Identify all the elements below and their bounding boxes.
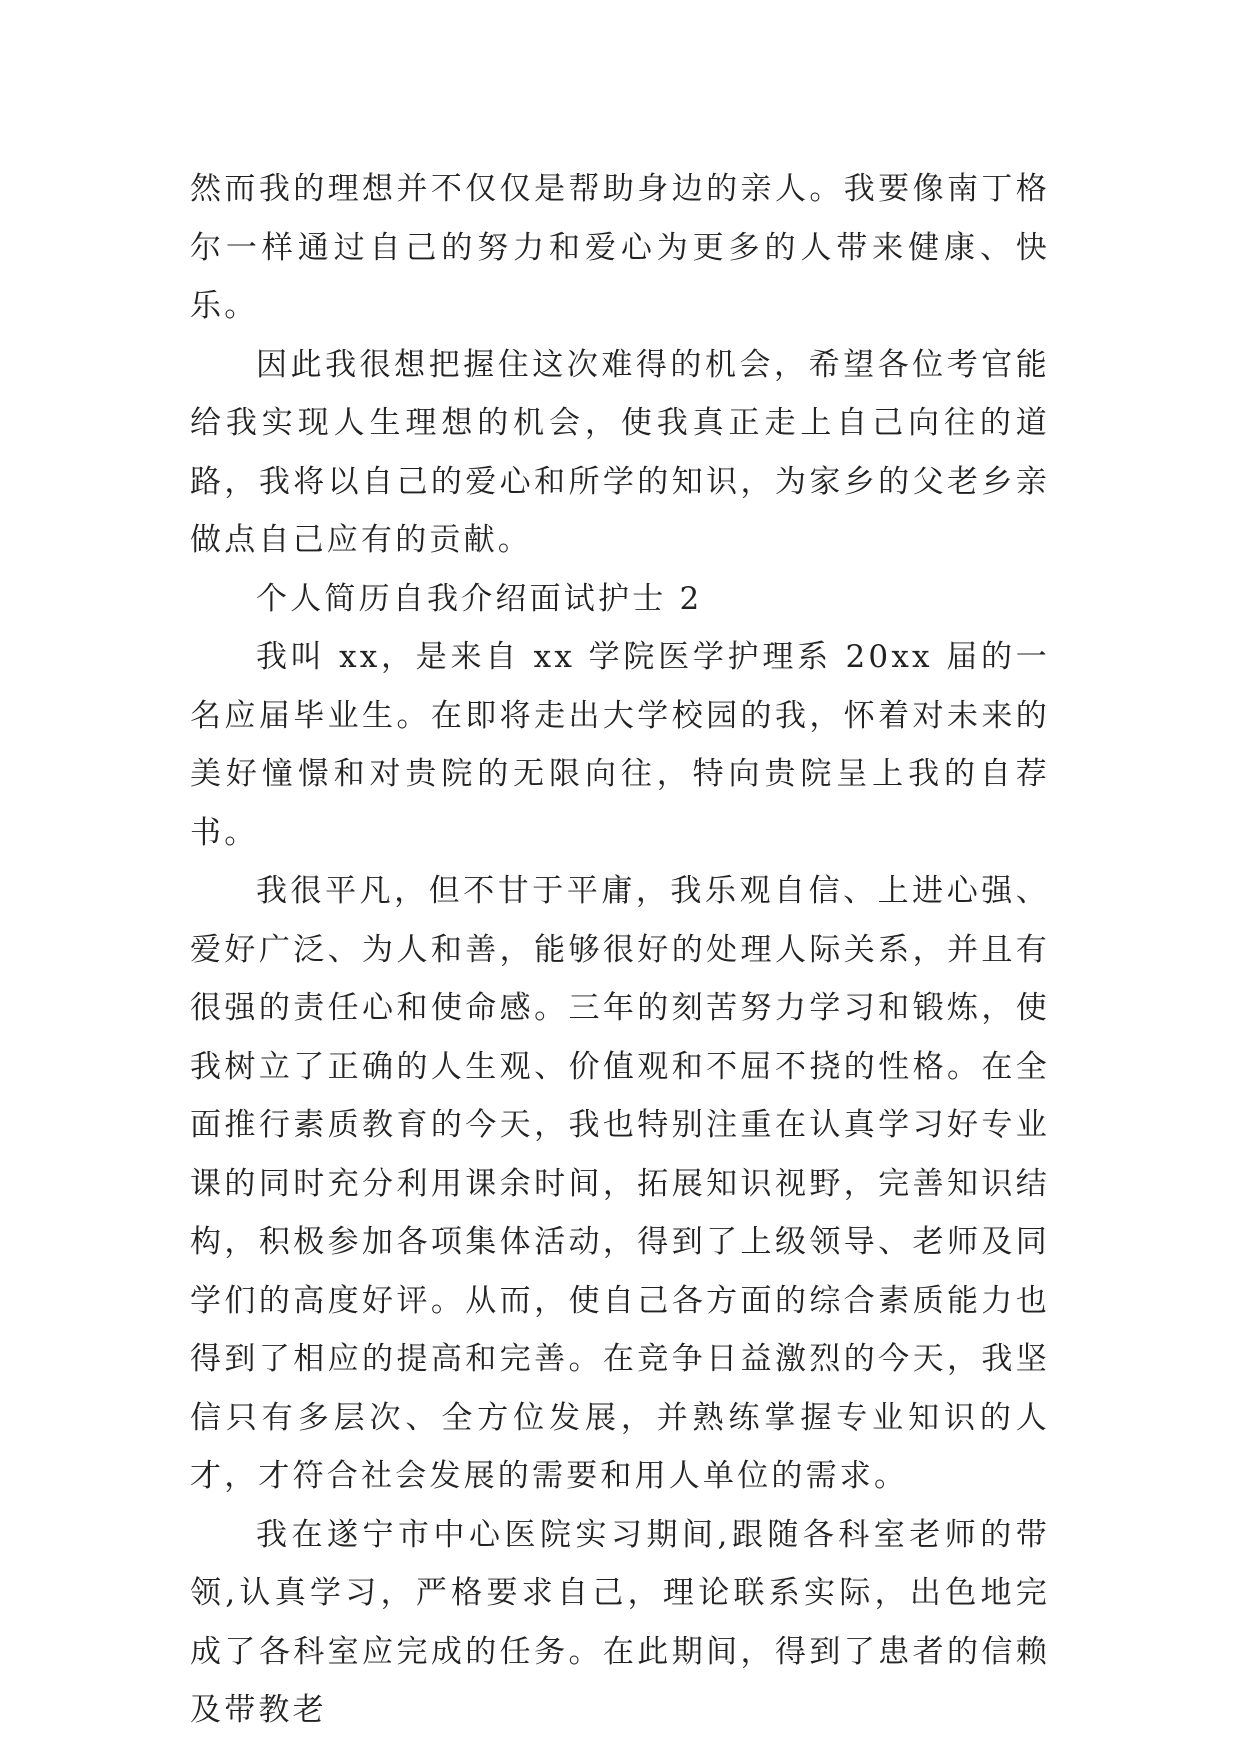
paragraph-5: 我在遂宁市中心医院实习期间,跟随各科室老师的带领,认真学习，严格要求自己，理论联系实际，出色地完成了各科室应完成的任务。在此期间，得到了患者的信赖及带教老	[190, 1516, 1050, 1728]
paragraph-4: 我很平凡，但不甘于平庸，我乐观自信、上进心强、爱好广泛、为人和善，能够很好的处理人际关系，并且有很强的责任心和使命感。三年的刻苦努力学习和锻炼，使我树立了正确的人生观、价值观和不屈不挠的性格。在全面推行素质教育的今天，我也特别注重在认真学习好专业课的同时充分利用课余时间，拓展知识视野，完善知识结构，积极参加各项集体活动，得到了上级领导、老师及同学们的高度好评。从而，使自己各方面的综合素质能力也得到了相应的提高和完善。在竞争日益激烈的今天，我坚信只有多层次、全方位发展，并熟练掌握专业知识的人才，才符合社会发展的需要和用人单位的需求。	[190, 873, 1050, 1494]
section-heading: 个人简历自我介绍面试护士 2	[256, 580, 703, 617]
paragraph-3: 我叫 xx，是来自 xx 学院医学护理系 20xx 届的一名应届毕业生。在即将走出大学校园的我，怀着对未来的美好憧憬和对贵院的无限向往，特向贵院呈上我的自荐书。	[190, 639, 1050, 851]
paragraph-2: 因此我很想把握住这次难得的机会，希望各位考官能给我实现人生理想的机会，使我真正走上自己向往的道路，我将以自己的爱心和所学的知识，为家乡的父老乡亲做点自己应有的贡献。	[190, 346, 1050, 558]
paragraph-1: 然而我的理想并不仅仅是帮助身边的亲人。我要像南丁格尔一样通过自己的努力和爱心为更多的人带来健康、快乐。	[190, 171, 1050, 324]
document-page	[190, 160, 1050, 1740]
